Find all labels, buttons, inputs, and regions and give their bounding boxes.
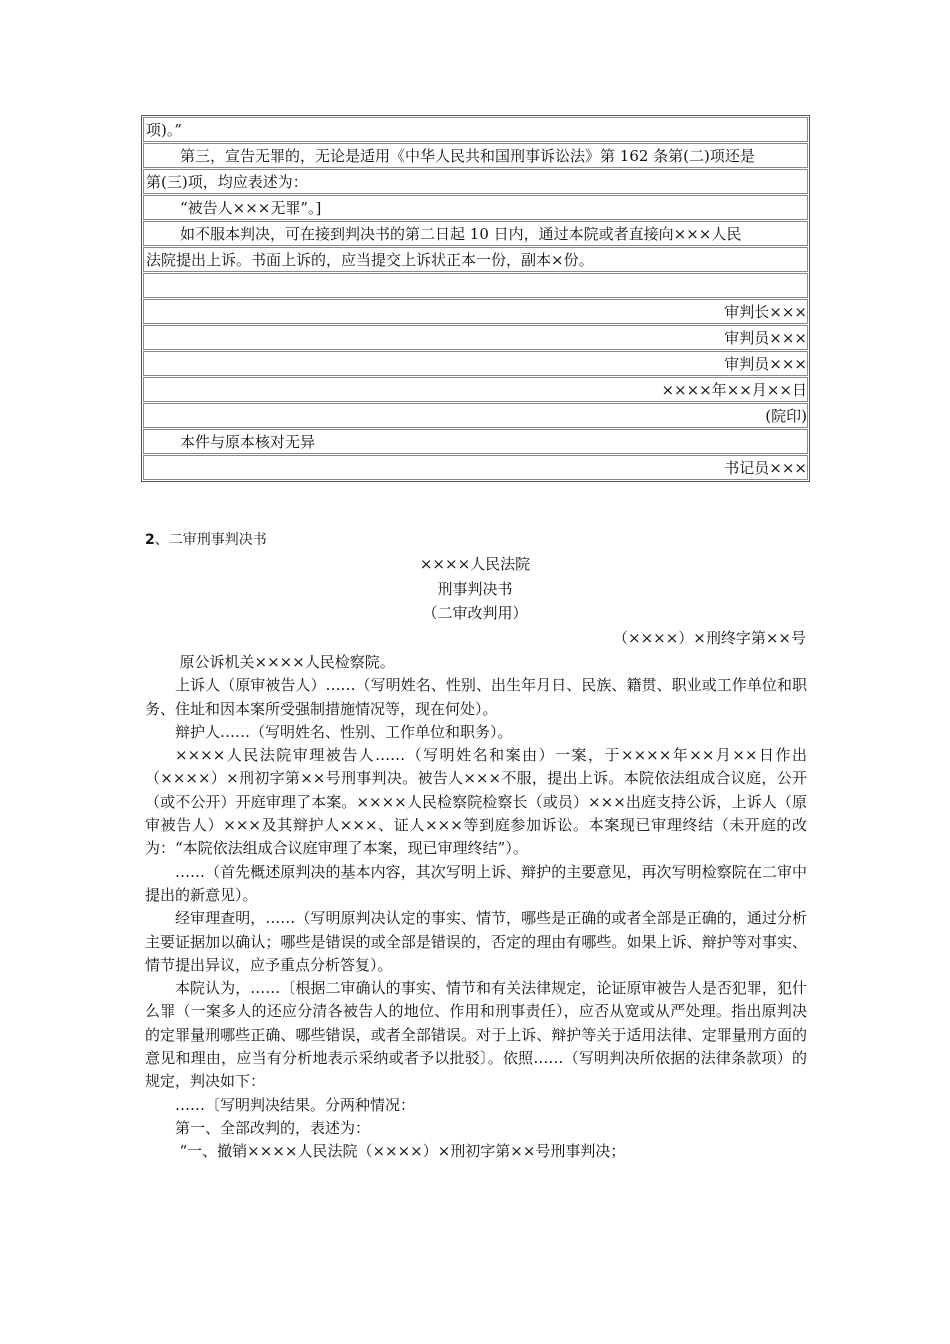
table-row: “被告人×××无罪”。]	[143, 195, 808, 220]
document-subtitle: （二审改判用）	[422, 604, 528, 622]
clerk-line: 书记员×××	[143, 455, 808, 480]
judge-1: 审判员×××	[143, 325, 808, 350]
paragraph: 经审理查明，……（写明原判决认定的事实、情节，哪些是正确的或者全部是正确的，通过分析主要证据加以确认；哪些是错误的或全部是错误的，否定的理由有哪些。如果上诉、辩护等对事实、情节提出异议，应予重点分析答复）。	[145, 909, 807, 974]
date-line: ××××年××月××日	[143, 377, 808, 402]
court-seal: (院印)	[143, 403, 808, 428]
paragraph: ……〔写明判决结果。分两种情况：	[175, 1095, 416, 1114]
paragraph: “一、撤销××××人民法院（××××）×刑初字第××号刑事判决；	[179, 1142, 626, 1161]
table-row: 第三，宣告无罪的，无论是适用《中华人民共和国刑事诉讼法》第 162 条第(二)项还是	[143, 143, 808, 168]
section-heading	[145, 529, 267, 549]
table-row: 如不服本判决，可在接到判决书的第二日起 10 日内，通过本院或者直接向×××人民	[143, 221, 808, 246]
presiding-judge: 审判长×××	[143, 299, 808, 324]
continuation-table	[141, 115, 810, 482]
court-name: ××××人民法院	[419, 555, 531, 573]
paragraph: 第一、全部改判的，表述为：	[175, 1118, 371, 1137]
paragraph: ××××人民法院审理被告人……（写明姓名和案由）一案，于××××年××月××日作出（××××）×刑初字第××号刑事判决。被告人×××不服，提出上诉。本院依法组成合议庭，公开（或不公开）开庭审理了本案。××××人民检察院检察长（或员）×××出庭支持公诉，上诉人（原审被告人）×××及其辩护人×××、证人×××等到庭参加诉讼。本案现已审理终结（未开庭的改为：“本院依法组成合议庭审理了本案，现已审理终结”）。	[145, 746, 807, 858]
section-title: 、二审刑事判决书	[154, 532, 267, 548]
paragraph: 上诉人（原审被告人）……（写明姓名、性别、出生年月日、民族、籍贯、职业或工作单位和职务、住址和因本案所受强制措施情况等，现在何处）。	[145, 676, 807, 718]
judgment-body	[145, 651, 807, 1164]
case-number: （××××）×刑终字第××号	[613, 629, 806, 647]
paragraph: 辩护人……（写明姓名、性别、工作单位和职务）。	[175, 722, 513, 741]
verification-note: 本件与原本核对无异	[143, 429, 808, 454]
table-row: 项)。”	[143, 117, 808, 142]
paragraph: ……（首先概述原判决的基本内容，其次写明上诉、辩护的主要意见，再次写明检察院在二审中提出的新意见）。	[145, 862, 807, 904]
document-type: 刑事判决书	[437, 580, 513, 598]
section-number: 2	[145, 532, 155, 548]
judge-2: 审判员×××	[143, 351, 808, 376]
table-row-empty	[143, 273, 808, 298]
paragraph: 原公诉机关××××人民检察院。	[179, 653, 395, 671]
table-row: 法院提出上诉。书面上诉的，应当提交上诉状正本一份，副本×份。	[143, 247, 808, 272]
table-row: 第(三)项，均应表述为：	[143, 169, 808, 194]
paragraph: 本院认为，……〔根据二审确认的事实、情节和有关法律规定，论证原审被告人是否犯罪，犯什么罪（一案多人的还应分清各被告人的地位、作用和刑事责任），应否从宽或从严处理。指出原判决的定罪量刑哪些正确、哪些错误，或者全部错误。对于上诉、辩护等关于适用法律、定罪量刑方面的意见和理由，应当有分析地表示采纳或者予以批驳〕。依照……（写明判决所依据的法律条款项）的规定，判决如下：	[145, 979, 807, 1091]
